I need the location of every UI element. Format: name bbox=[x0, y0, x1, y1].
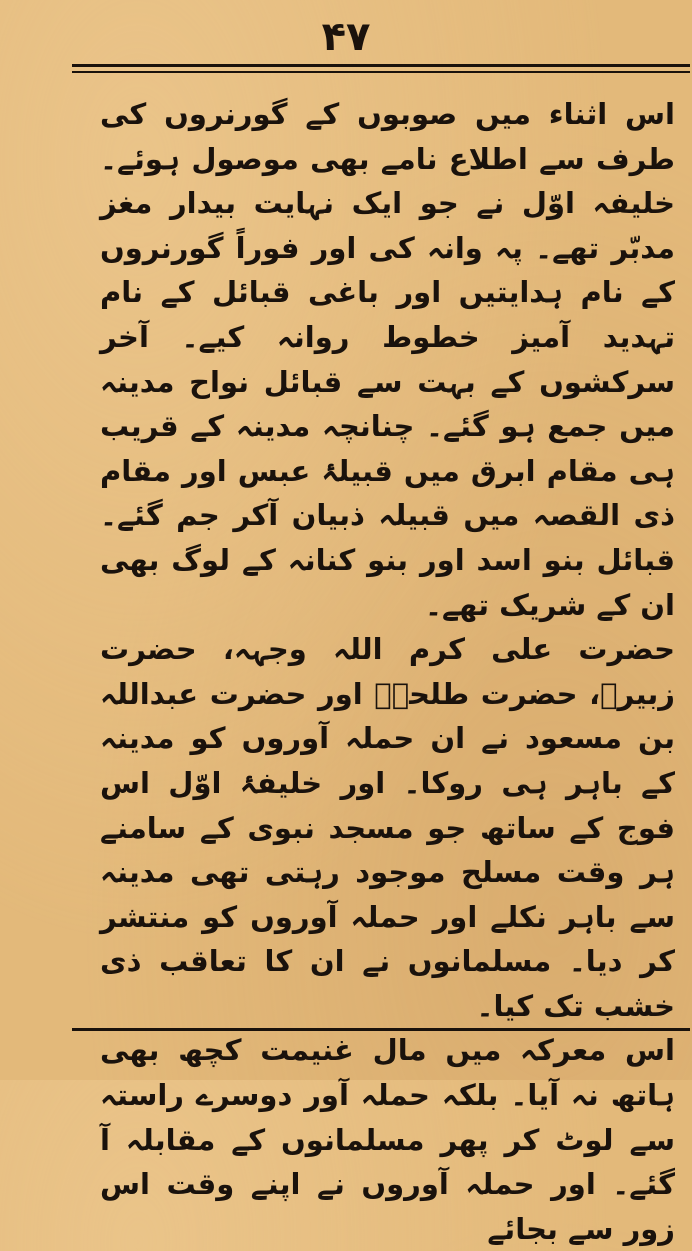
paragraph-2: حضرت علی کرم اللہ وجہہ، حضرت زبیرؓ، حضرت طلحہؓ اور حضرت عبداللہ بن مسعود نے ان حملہ آوروں کو مدینہ کے باہر ہی روکا۔ اور خلیفۂ اوّل اس فوج کے ساتھ جو مسجد نبوی کے سامنے ہر وقت مسلح موجود رہتی تھی مدینہ سے باہر نکلے اور حملہ آوروں کو منتشر کر دیا۔ مسلمانوں نے ان کا تعاقب ذی خشب تک کیا۔ bbox=[100, 632, 675, 1023]
paragraph-1: اس اثناء میں صوبوں کے گورنروں کی طرف سے اطلاع نامے بھی موصول ہوئے۔ خلیفہ اوّل نے جو ایک نہایت بیدار مغز مدبّر تھے۔ پہ وانہ کی اور فوراً گورنروں کے نام ہدایتیں اور باغی قبائل کے نام تہدید آمیز خطوط روانہ کیے۔ آخر سرکشوں کے بہت سے قبائل نواح مدینہ میں جمع ہو گئے۔ چنانچہ مدینہ کے قریب ہی مقام ابرق میں قبیلۂ عبس اور مقام ذی القصہ میں قبیلہ ذبیان آکر جم گئے۔ قبائل بنو اسد اور بنو کنانہ کے لوگ بھی ان کے شریک تھے۔ bbox=[100, 97, 675, 622]
header-rule-thin bbox=[72, 71, 690, 73]
footer-rule bbox=[72, 1028, 690, 1031]
header-rule bbox=[72, 64, 690, 67]
page-number: ۴۷ bbox=[321, 14, 371, 60]
body-text bbox=[100, 92, 675, 1246]
paragraph-3: اس معرکہ میں مال غنیمت کچھ بھی ہاتھ نہ آیا۔ بلکہ حملہ آور دوسرے راستہ سے لوٹ کر پھر مسلمانوں کے مقابلہ آ گئے۔ اور حملہ آوروں نے اپنے وقت اس زور سے بجائے bbox=[100, 1033, 675, 1246]
